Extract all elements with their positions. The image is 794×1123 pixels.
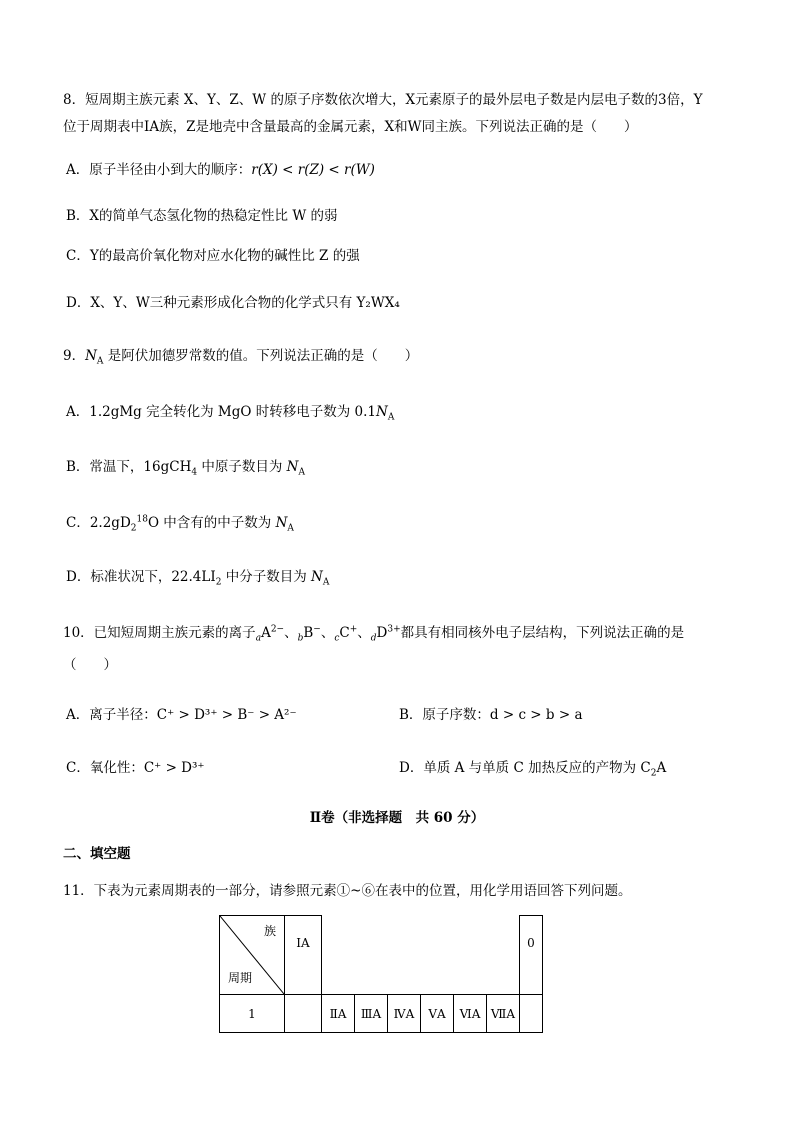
q9-na-sub: A bbox=[287, 523, 294, 534]
q8-stem-line2: 位于周期表中ⅠA族，Z是地壳中含量最高的金属元素，X和W同主族。下列说法正确的是（ ） bbox=[63, 119, 638, 135]
q10-ion-b-number: b bbox=[297, 633, 304, 644]
q10-option-c: C．氧化性：C⁺ > D³⁺ bbox=[66, 760, 205, 776]
q9-number: 9． bbox=[63, 348, 86, 364]
table-group-iva: ⅣA bbox=[388, 995, 421, 1033]
q9-option-b bbox=[66, 458, 305, 476]
q9-na-sub: A bbox=[96, 356, 104, 367]
q10-option-a: A．离子半径：C⁺ > D³⁺ > B⁻ > A²⁻ bbox=[66, 707, 297, 723]
q9-na: N bbox=[376, 404, 388, 420]
q9-option-d-post: 中分子数目为 bbox=[221, 569, 312, 585]
q10-option-d-sub: 2 bbox=[650, 768, 657, 779]
q9-na-sub: A bbox=[387, 412, 395, 423]
section-title: Ⅱ卷（非选择题 共 60 分） bbox=[309, 810, 485, 826]
q9-option-c-post: O 中含有的中子数为 bbox=[147, 515, 276, 531]
q8-option-d bbox=[66, 294, 400, 312]
q9-option-d-sub: 2 bbox=[215, 577, 222, 588]
q8-stem-line1: 8．短周期主族元素 X、Y、Z、W 的原子序数依次增大，X元素原子的最外层电子数是内层电子数的3倍，Y bbox=[63, 92, 703, 108]
table-corner-period-label: 周期 bbox=[228, 971, 253, 985]
q9-na-sub: A bbox=[322, 577, 330, 588]
q10-ion-a: A bbox=[261, 625, 271, 641]
q9-stem bbox=[63, 347, 418, 365]
q8-option-a-expr: r(X) < r(Z) < r(W) bbox=[251, 162, 375, 178]
q8-option-c: C．Y的最高价氧化物对应水化物的碱性比 Z 的强 bbox=[66, 248, 360, 264]
q9-option-c-pre: C．2.2gD bbox=[66, 515, 131, 531]
q10-ion-d: D bbox=[376, 625, 388, 641]
table-header-zero: 0 bbox=[520, 916, 543, 995]
periodic-table-fragment bbox=[219, 915, 543, 1033]
table-cell-empty bbox=[285, 995, 322, 1033]
q10-option-d-pre: D．单质 A 与单质 C 加热反应的产物为 C bbox=[399, 760, 651, 776]
q8-option-d-text: D．X、Y、W三种元素形成化合物的化学式只有 bbox=[66, 295, 357, 311]
q10-ion-b: B bbox=[303, 625, 314, 641]
q10-stem-post: 都具有相同核外电子层结构，下列说法正确的是 bbox=[400, 625, 685, 641]
table-corner-cell bbox=[220, 916, 285, 995]
q10-option-d-post: A bbox=[656, 760, 667, 776]
q10-ion-c-number: c bbox=[334, 633, 340, 644]
table-group-va: ⅤA bbox=[421, 995, 454, 1033]
q9-option-a-text: A．1.2gMg 完全转化为 MgO 时转移电子数为 0.1 bbox=[66, 404, 376, 420]
q10-ion-a-charge: 2− bbox=[270, 624, 285, 635]
q9-option-b-sub: 4 bbox=[191, 467, 198, 478]
table-corner-group-label: 族 bbox=[263, 924, 276, 938]
q10-sep: 、 bbox=[357, 625, 371, 641]
q10-option-d bbox=[399, 759, 666, 777]
q9-option-d-pre: D．标准状况下，22.4LI bbox=[66, 569, 216, 585]
q9-na: N bbox=[311, 569, 323, 585]
q9-stem-text: 是阿伏加德罗常数的值。下列说法正确的是（ ） bbox=[103, 348, 419, 364]
q10-stem-line2: （ ） bbox=[63, 657, 117, 673]
q9-option-c bbox=[66, 514, 294, 532]
q10-ion-b-charge: − bbox=[313, 624, 321, 635]
q9-option-d bbox=[66, 568, 329, 586]
section-heading: 二、填空题 bbox=[63, 846, 131, 862]
q10-ion-a-number: a bbox=[255, 633, 262, 644]
q10-ion-d-charge: 3+ bbox=[387, 624, 401, 635]
q9-option-a bbox=[66, 403, 394, 421]
table-group-viia: ⅦA bbox=[487, 995, 520, 1033]
q9-na-sub: A bbox=[298, 467, 305, 478]
q9-option-b-post: 中原子数目为 bbox=[197, 459, 287, 475]
q10-stem-line1 bbox=[63, 624, 684, 642]
q10-sep: 、 bbox=[320, 625, 335, 641]
table-group-iia: ⅡA bbox=[322, 995, 355, 1033]
q9-na: N bbox=[286, 459, 299, 475]
q9-option-b-pre: B．常温下，16gCH bbox=[66, 459, 192, 475]
table-header-ia: ⅠA bbox=[285, 916, 322, 995]
table-header-gap bbox=[322, 916, 520, 995]
q10-ion-c: C bbox=[339, 625, 350, 641]
q8-option-b: B．X的简单气态氢化物的热稳定性比 W 的弱 bbox=[66, 208, 338, 224]
table-group-iiia: ⅢA bbox=[355, 995, 388, 1033]
q11-stem: 11．下表为元素周期表的一部分，请参照元素①~⑥在表中的位置，用化学用语回答下列问题。 bbox=[63, 883, 632, 899]
q9-na: N bbox=[275, 515, 288, 531]
q9-option-c-sup: 18 bbox=[136, 514, 148, 525]
q10-ion-d-number: d bbox=[370, 633, 377, 644]
q10-stem-pre: 10．已知短周期主族元素的离子 bbox=[63, 625, 256, 641]
q10-sep: 、 bbox=[284, 625, 298, 641]
q8-option-a bbox=[66, 161, 375, 179]
table-cell-empty bbox=[520, 995, 543, 1033]
q9-option-c-sub: 2 bbox=[130, 523, 137, 534]
q10-option-b: B．原子序数：d > c > b > a bbox=[399, 707, 583, 723]
q10-ion-c-charge: + bbox=[349, 624, 358, 635]
q8-option-a-text: A．原子半径由小到大的顺序： bbox=[66, 162, 252, 178]
table-group-via: ⅥA bbox=[454, 995, 487, 1033]
q8-option-d-formula: Y₂WX₄ bbox=[356, 295, 400, 311]
table-period-1: 1 bbox=[220, 995, 285, 1033]
q9-na: N bbox=[85, 348, 97, 364]
